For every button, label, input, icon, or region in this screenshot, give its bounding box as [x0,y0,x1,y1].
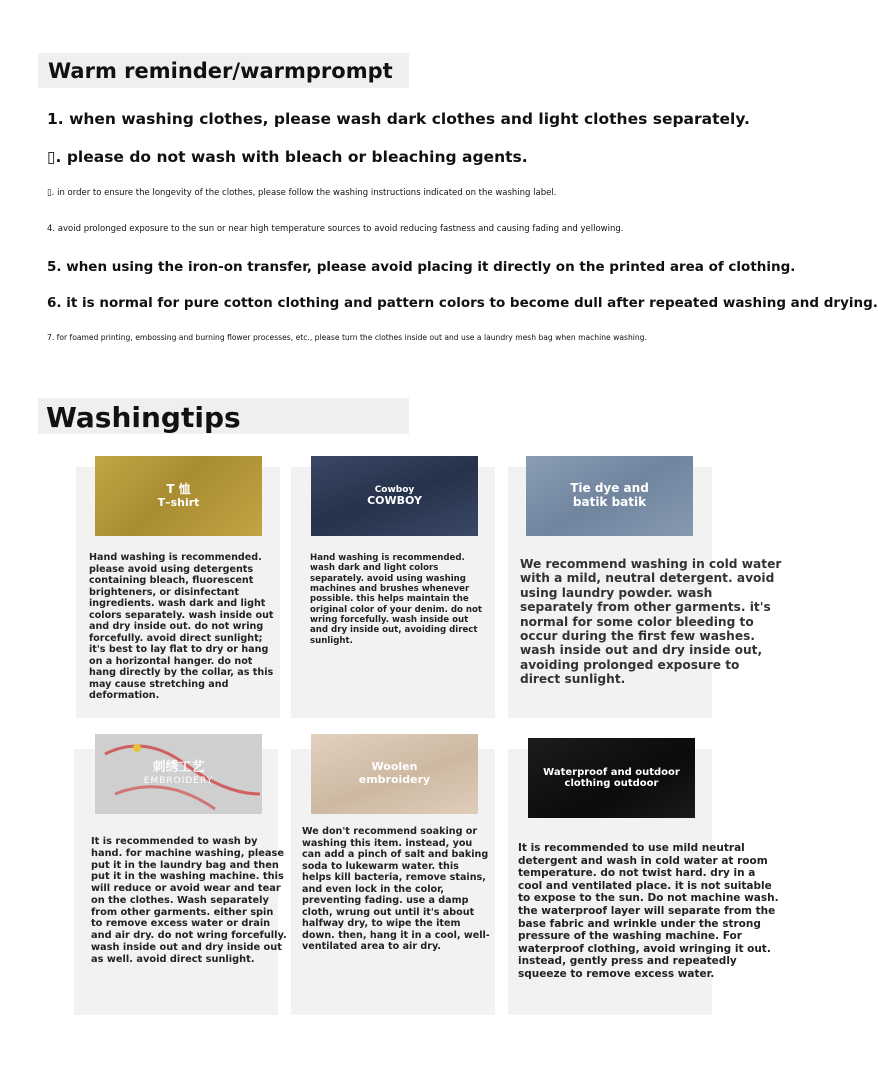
embroidery-label-en: EMBROIDERY [143,776,214,787]
embroidery-care-text: It is recommended to wash by hand. for machine washing, please put it in the laundry bag and then put it in the washing machine. this will reduce or avoid wear and tear on the clothes. Wash separately from other garments. either spin to remove excess water or drain and air dry. do not wring forcefully. wash inside out and dry inside out as well. avoid direct sunlight. [91,836,287,965]
reminder-item-1: 1. when washing clothes, please wash dark clothes and light clothes separately. [47,110,750,128]
cowboy-label-1: Cowboy [374,484,415,495]
reminder-item-7: 7. for foamed printing, embossing and burning flower processes, etc., please turn the clothes inside out and use a laundry mesh bag when machine washing. [47,333,647,342]
reminder-item-2: ▯. please do not wash with bleach or bleaching agents. [47,148,528,166]
waterproof-label-1: Waterproof and outdoor [543,766,680,778]
reminder-item-5: 5. when using the iron-on transfer, please avoid placing it directly on the printed area of clothing. [47,259,796,275]
woolen-label-1: Woolen [371,760,418,774]
washing-tips-header [38,398,409,434]
tiedye-label-2: batik batik [572,495,647,509]
waterproof-care-text: It is recommended to use mild neutral detergent and wash in cold water at room temperature. do not twist hard. dry in a cool and ventilated place. it is not suitable to expose to the sun. Do not machine wash. the waterproof layer will separate from the base fabric and wrinkle under the strong pressure of the washing machine. For waterproof clothing, avoid wringing it out. instead, gently press and repeatedly squeeze to remove excess water. [518,842,779,980]
woolen-care-text: We don't recommend soaking or washing this item. instead, you can add a pinch of salt and baking soda to lukewarm water. this helps kill bacteria, remove stains, and even lock in the color, preventing fading. use a damp cloth, wrung out until it's about halfway dry, to wipe the item down. then, hang it in a cool, well-ventilated area to air dry. [302,826,490,952]
woolen-swatch [311,734,478,814]
embroidery-swatch [95,734,262,814]
embroidery-label-cn: 刺绣工艺 [152,760,205,776]
tshirt-care-text: Hand washing is recommended. please avoid using detergents containing bleach, fluorescent brighteners, or disinfectant ingredients. wash dark and light colors separately. wash inside out and dry inside out. do not wring forcefully. avoid direct sunlight; it's best to lay flat to dry or hang on a horizontal hanger. do not hang directly by the collar, as this may cause stretching and deformation. [89,552,274,701]
waterproof-label-2: clothing outdoor [564,778,659,789]
tshirt-label-cn: T 恤 [166,481,191,496]
washing-tips-title: Washingtips [46,401,241,434]
warm-reminder-header [38,53,409,88]
tiedye-swatch [526,456,693,536]
tiedye-care-text: We recommend washing in cold water with a mild, neutral detergent. avoid using laundry powder. wash separately from other garments. it's normal for some color bleeding to occur during the first few washes. wash inside out and dry inside out, avoiding prolonged exposure to direct sunlight. [520,557,782,687]
cowboy-swatch [311,456,478,536]
reminder-item-3: ▯. in order to ensure the longevity of the clothes, please follow the washing instructions indicated on the washing label. [47,188,557,198]
tshirt-label-en: T–shirt [157,495,200,509]
reminder-item-6: 6. it is normal for pure cotton clothing and pattern colors to become dull after repeated washing and drying. [47,295,878,311]
woolen-label-2: embroidery [358,773,431,786]
cowboy-label-2: COWBOY [367,493,422,507]
warm-reminder-title: Warm reminder/warmprompt [48,59,393,83]
waterproof-swatch [528,738,695,818]
tiedye-label-1: Tie dye and [570,481,649,496]
cowboy-care-text: Hand washing is recommended. wash dark and light colors separately. avoid using washing machines and brushes whenever possible. this helps maintain the original color of your denim. do not wring forcefully. wash inside out and dry inside out, avoiding direct sunlight. [310,553,483,646]
reminder-item-4: 4. avoid prolonged exposure to the sun or near high temperature sources to avoid reducing fastness and causing fading and yellowing. [47,224,624,234]
tshirt-swatch [95,456,262,536]
